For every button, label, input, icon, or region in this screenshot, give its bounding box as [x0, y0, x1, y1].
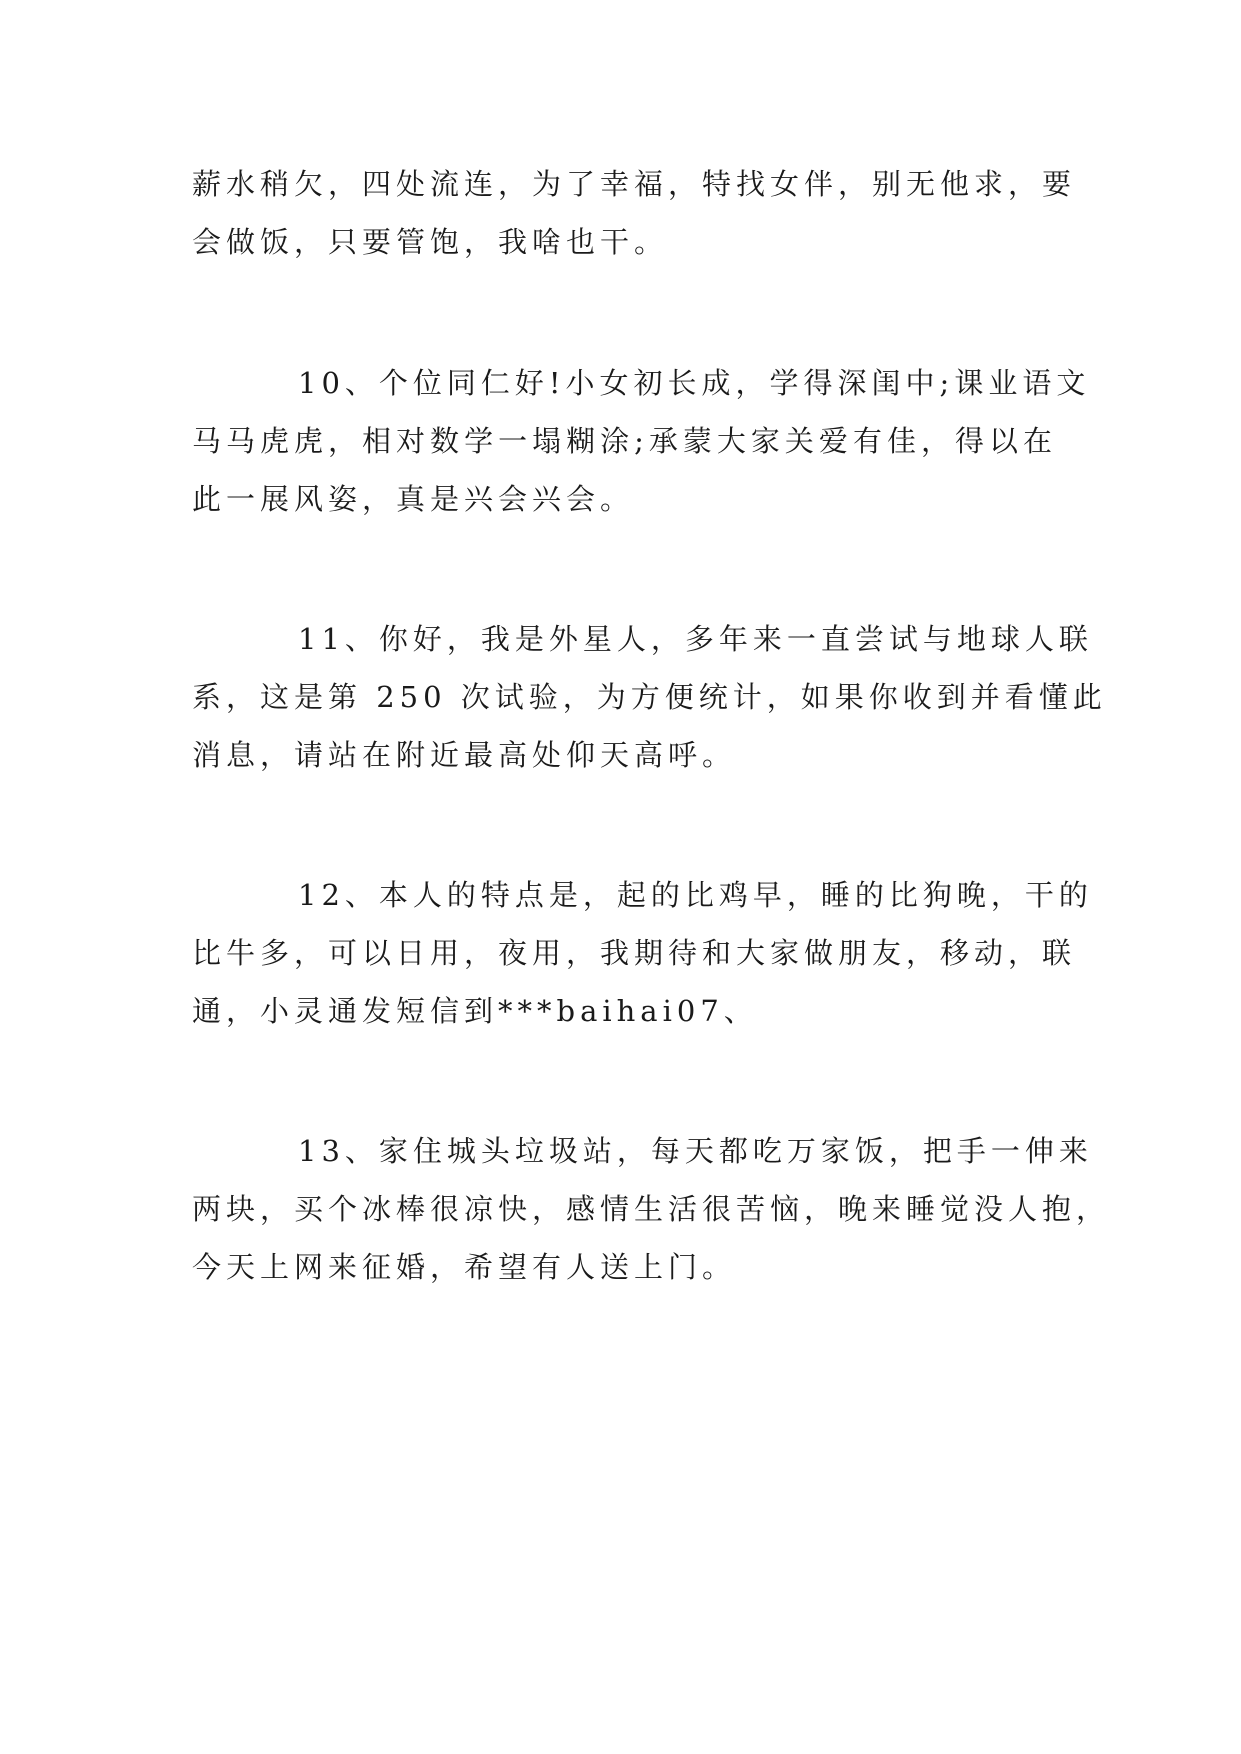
text-line: 系，这是第 250 次试验，为方便统计，如果你收到并看懂此: [192, 680, 1107, 714]
text-line: 通，小灵通发短信到***baihai07、: [192, 994, 758, 1028]
text-line: 消息，请站在附近最高处仰天高呼。: [192, 738, 737, 772]
text-line: 两块，买个冰棒很凉快，感情生活很苦恼，晚来睡觉没人抱，: [192, 1192, 1111, 1226]
text-line: 今天上网来征婚，希望有人送上门。: [192, 1250, 737, 1284]
text-line: 11、你好，我是外星人，多年来一直尝试与地球人联: [298, 622, 1093, 656]
paragraph-11: [192, 610, 1107, 784]
paragraph-12: [192, 866, 1093, 1040]
paragraph-13: [192, 1122, 1111, 1296]
text-line: 此一展风姿，真是兴会兴会。: [192, 482, 635, 516]
text-line: 12、本人的特点是，起的比鸡早，睡的比狗晚，干的: [298, 878, 1093, 912]
text-line: 10、个位同仁好!小女初长成，学得深闺中;课业语文: [298, 366, 1091, 400]
text-line: 13、家住城头垃圾站，每天都吃万家饭，把手一伸来: [298, 1134, 1093, 1168]
text-line: 会做饭，只要管饱，我啥也干。: [192, 225, 669, 259]
paragraph-10: [192, 354, 1091, 528]
paragraph-9-continuation: [192, 155, 1077, 271]
text-line: 马马虎虎，相对数学一塌糊涂;承蒙大家关爱有佳，得以在: [192, 424, 1057, 458]
text-line: 薪水稍欠，四处流连，为了幸福，特找女伴，别无他求，要: [192, 167, 1077, 201]
text-line: 比牛多，可以日用，夜用，我期待和大家做朋友，移动，联: [192, 936, 1077, 970]
